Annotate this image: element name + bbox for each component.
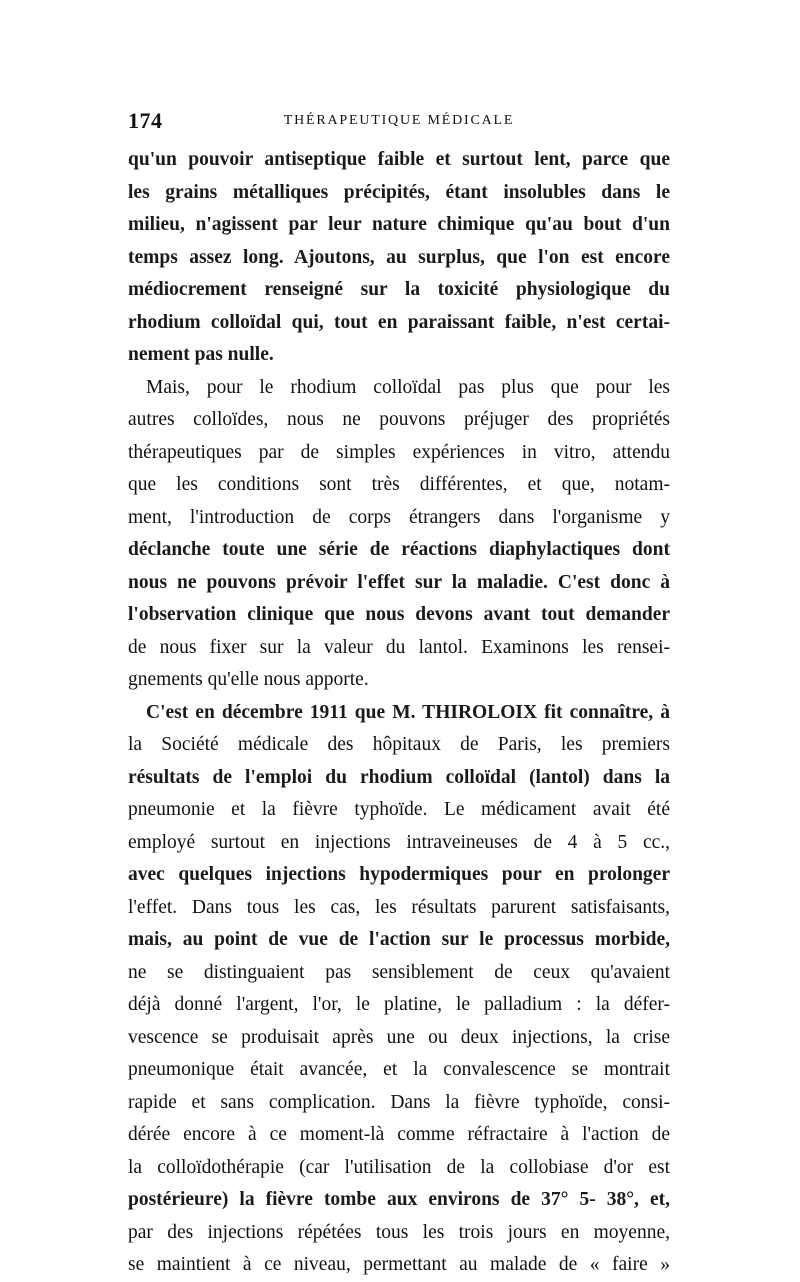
text-line: la Société médicale des hôpitaux de Paris, les premiers (128, 734, 670, 755)
text-line: la colloïdothérapie (car l'utilisation de la collobiase d'or est (128, 1156, 670, 1178)
text-line: C'est en décembre 1911 que M. THIROLOIX fit connaître, à (146, 701, 670, 723)
text-line: par des injections répétées tous les trois jours en moyenne, (128, 1221, 670, 1243)
text-line: de nous fixer sur la valeur du lantol. Examinons les rensei- (128, 636, 670, 658)
text-line: postérieure) la fièvre tombe aux environs de 37° 5- 38°, et, (128, 1189, 670, 1210)
text-line: l'observation clinique que nous devons avant tout demander (128, 604, 670, 625)
text-line: employé surtout en injections intraveineuses de 4 à 5 cc., (128, 831, 670, 853)
text-line: que les conditions sont très différentes, et que, notam- (128, 474, 670, 495)
text-line: médiocrement renseigné sur la toxicité physiologique du (128, 279, 670, 300)
text-line: qu'un pouvoir antiseptique faible et surtout lent, parce que (128, 149, 670, 170)
text-line: temps assez long. Ajoutons, au surplus, que l'on est encore (128, 246, 670, 268)
text-line: thérapeutiques par de simples expériences in vitro, attendu (128, 441, 670, 463)
text-line: rhodium colloïdal qui, tout en paraissant faible, n'est certai- (128, 311, 670, 333)
text-line: se maintient à ce niveau, permettant au malade de « faire » (128, 1254, 670, 1275)
text-line: ment, l'introduction de corps étrangers dans l'organisme y (128, 506, 670, 528)
text-line: gnements qu'elle nous apporte. (128, 669, 369, 690)
text-line: avec quelques injections hypodermiques pour en prolonger (128, 864, 670, 885)
page-number: 174 (128, 108, 163, 133)
text-line: nous ne pouvons prévoir l'effet sur la maladie. C'est donc à (128, 571, 670, 593)
text-line: Mais, pour le rhodium colloïdal pas plus que pour les (146, 376, 670, 398)
text-line: nement pas nulle. (128, 344, 274, 365)
text-line: ne se distinguaient pas sensiblement de ceux qu'avaient (128, 961, 670, 983)
text-line: rapide et sans complication. Dans la fièvre typhoïde, consi- (128, 1091, 670, 1113)
running-title: THÉRAPEUTIQUE MÉDICALE (283, 113, 515, 128)
text-line: pneumonie et la fièvre typhoïde. Le médicament avait été (128, 799, 670, 820)
text-line: dérée encore à ce moment-là comme réfractaire à l'action de (128, 1124, 670, 1145)
text-line: les grains métalliques précipités, étant insolubles dans le (128, 181, 670, 203)
text-line: résultats de l'emploi du rhodium colloïdal (lantol) dans la (128, 766, 670, 788)
text-line: autres colloïdes, nous ne pouvons préjuger des propriétés (128, 409, 670, 430)
body-text (128, 144, 670, 1282)
text-line: milieu, n'agissent par leur nature chimique qu'au bout d'un (128, 214, 670, 235)
text-line: déclanche toute une série de réactions diaphylactiques dont (128, 539, 670, 560)
text-line: l'effet. Dans tous les cas, les résultats parurent satisfaisants, (128, 896, 670, 918)
text-line: mais, au point de vue de l'action sur le processus morbide, (128, 929, 670, 950)
text-line: pneumonique était avancée, et la convalescence se montrait (128, 1059, 670, 1080)
text-line: déjà donné l'argent, l'or, le platine, le palladium : la défer- (128, 994, 670, 1015)
running-head (128, 108, 670, 138)
text-line: vescence se produisait après une ou deux injections, la crise (128, 1026, 670, 1048)
